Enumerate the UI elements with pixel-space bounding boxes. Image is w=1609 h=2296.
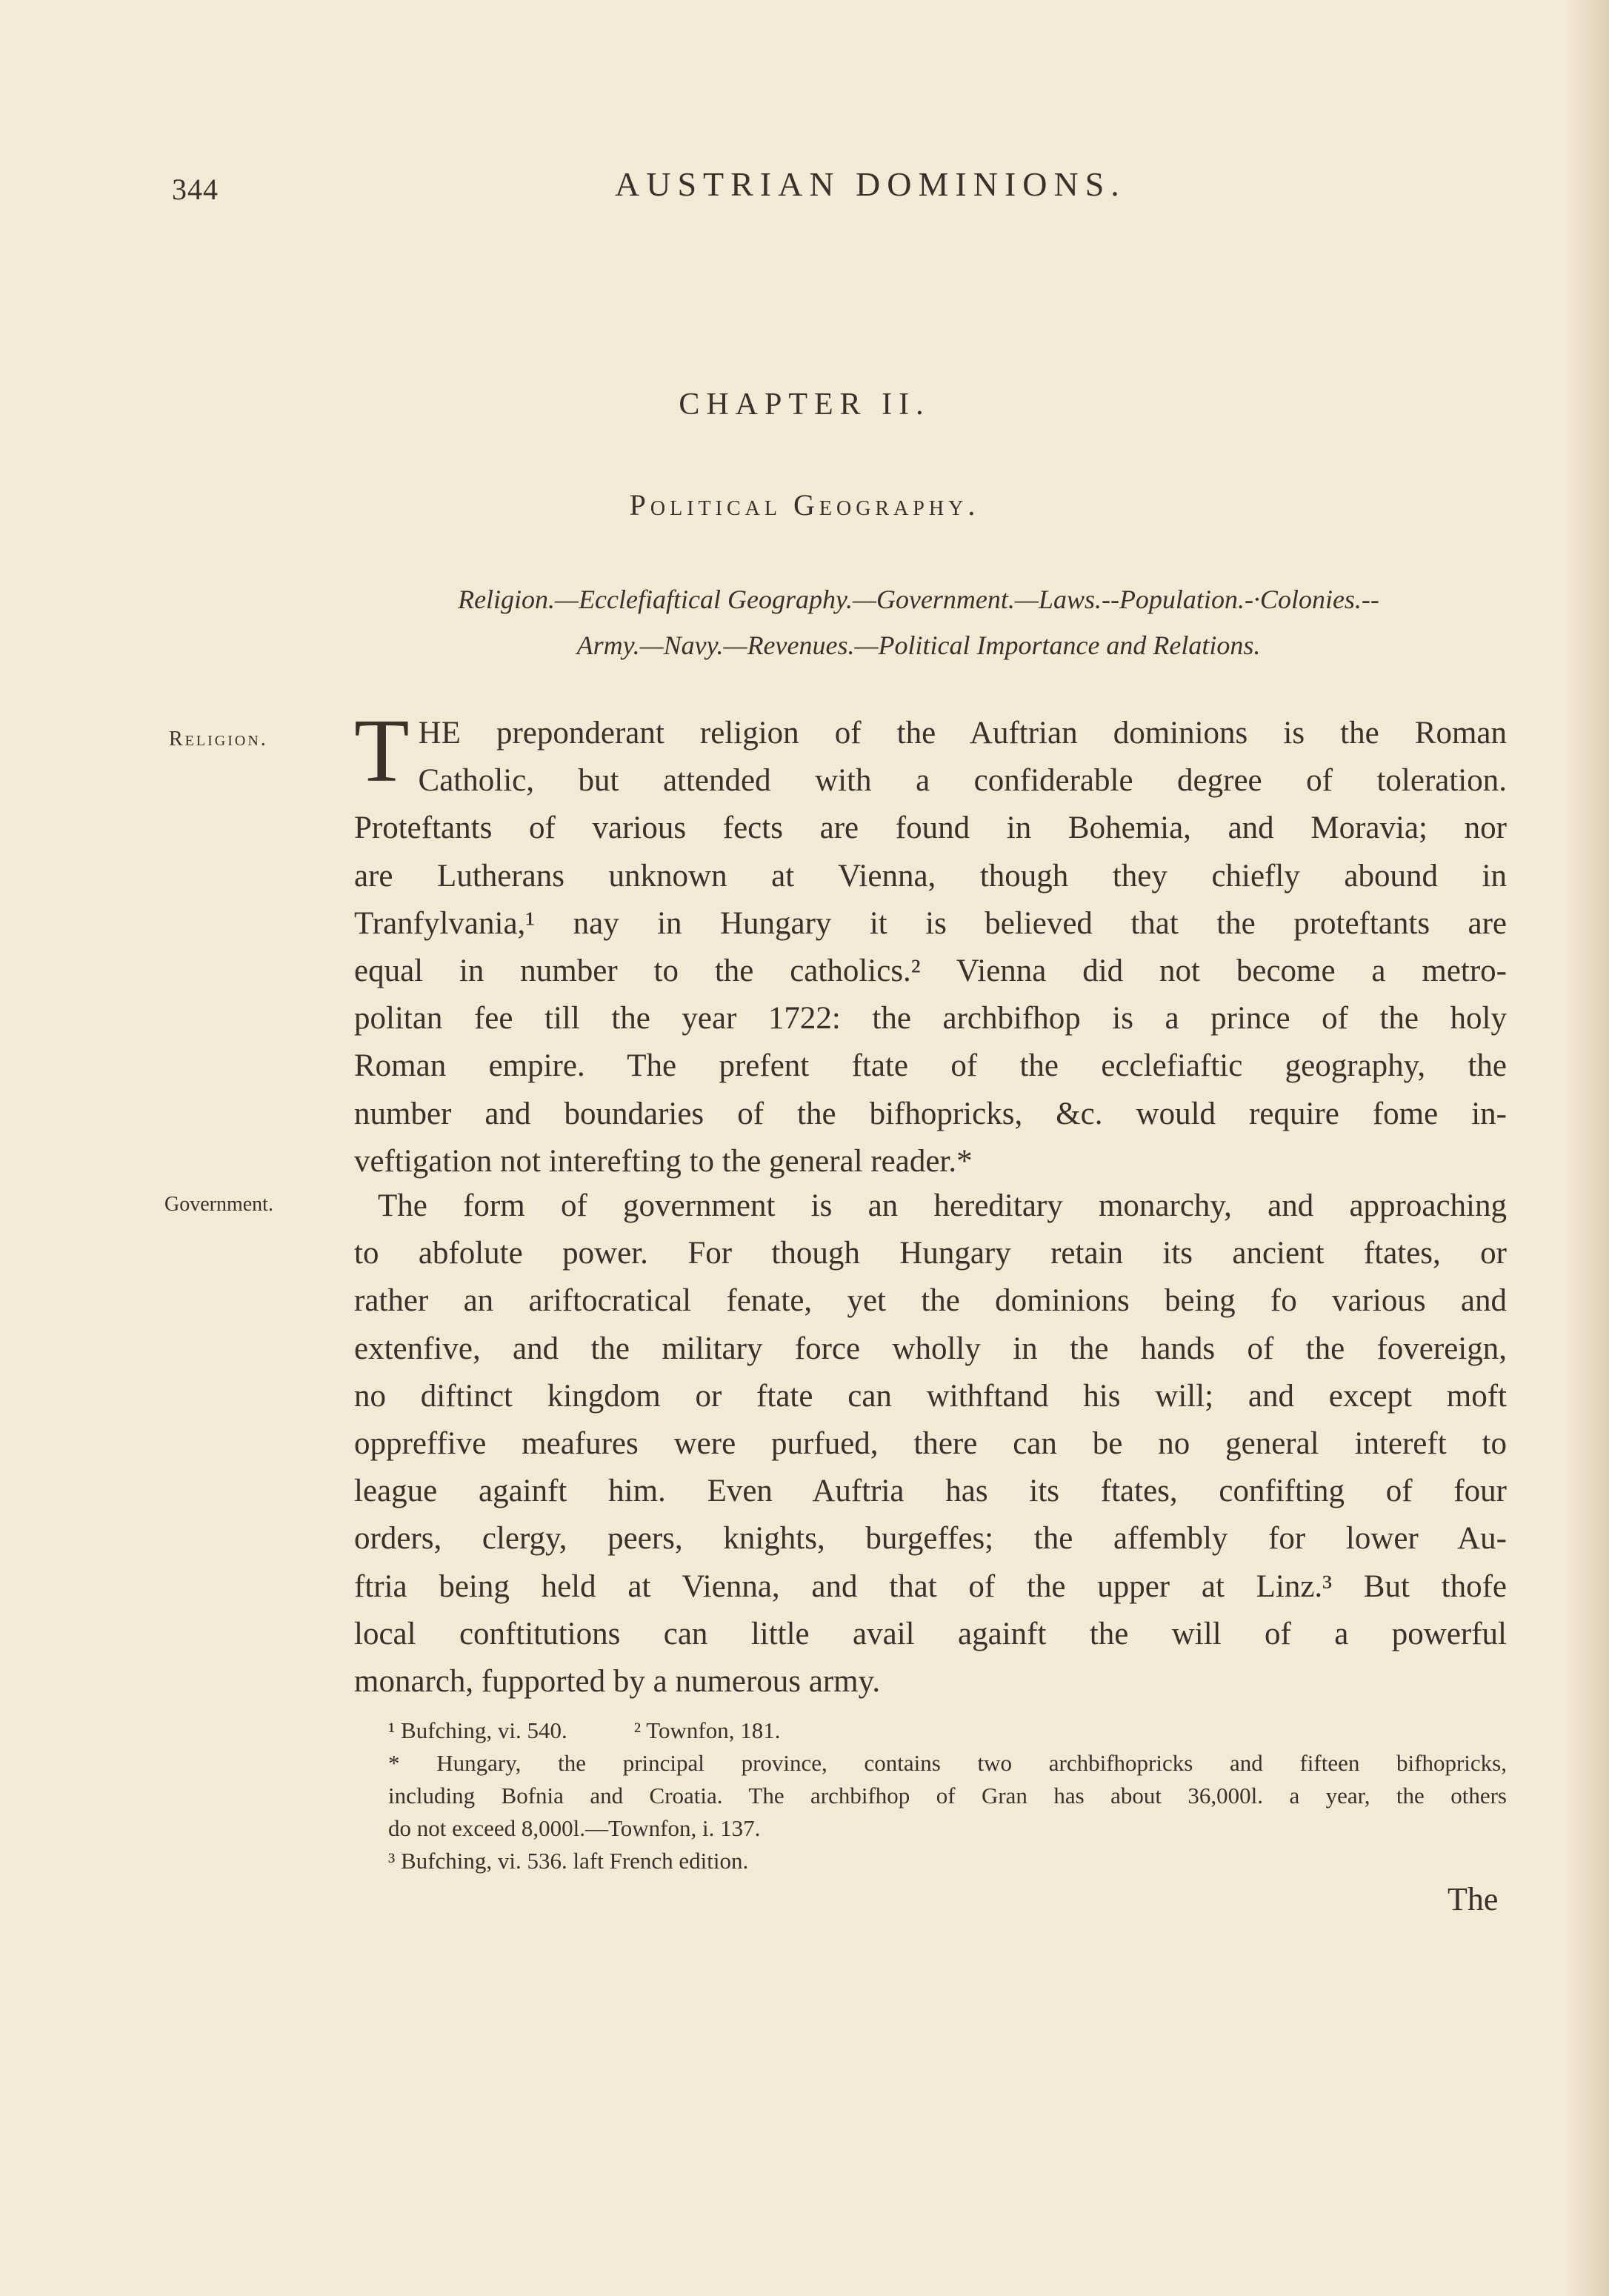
text-line: Catholic, but attended with a confiderable degree of toleration. xyxy=(418,763,1507,799)
footnote-1: ¹ Bufching, vi. 540. xyxy=(388,1717,567,1743)
text-line: no diftinct kingdom or ftate can withftand his will; and except moft xyxy=(354,1378,1507,1414)
footnote-star-line: including Bofnia and Croatia. The archbifhop of Gran has about 36,000l. a year, the others xyxy=(388,1783,1507,1808)
running-title: AUSTRIAN DOMINIONS. xyxy=(615,165,1126,203)
chapter-contents xyxy=(326,576,1511,668)
text-line: Proteftants of various fects are found in Bohemia, and Moravia; nor xyxy=(354,811,1507,846)
margin-note-government: Government. xyxy=(164,1193,273,1216)
text-line: monarch, fupported by a numerous army. xyxy=(354,1664,881,1700)
text-line: veftigation not interefting to the general reader.* xyxy=(354,1143,973,1179)
chapter-number: CHAPTER II. xyxy=(679,387,930,422)
text-line: extenfive, and the military force wholly in the hands of the fovereign, xyxy=(354,1331,1507,1366)
text-line: orders, clergy, peers, knights, burgeffes; the affembly for lower Au- xyxy=(354,1521,1507,1557)
text-line: local conftitutions can little avail againft the will of a powerful xyxy=(354,1616,1507,1651)
footnote-star-line: do not exceed 8,000l.—Townfon, i. 137. xyxy=(388,1815,761,1841)
text-line: equal in number to the catholics.² Vienna did not become a metro- xyxy=(354,954,1507,989)
catchword: The xyxy=(1448,1881,1499,1917)
text-line: HE preponderant religion of the Auftrian dominions is the Roman xyxy=(418,716,1507,751)
margin-note-religion: Religion. xyxy=(169,728,268,751)
footnote-2: ² Townfon, 181. xyxy=(633,1717,781,1743)
text-line: The form of government is an hereditary monarchy, and approaching xyxy=(378,1188,1507,1223)
paragraph-religion xyxy=(354,701,1507,1185)
text-line: number and boundaries of the bifhopricks, &c. would require fome in- xyxy=(354,1096,1507,1131)
contents-line: Religion.—Ecclefiaftical Geography.—Government.—Laws.--Population.-·Colonies.-- xyxy=(458,585,1379,614)
footnote-3: ³ Bufching, vi. 536. laft French edition. xyxy=(388,1848,749,1874)
section-title: Political Geography. xyxy=(629,488,980,522)
page-edge-shadow xyxy=(1565,0,1609,2296)
text-line: to abfolute power. For though Hungary retain its ancient ftates, or xyxy=(354,1236,1507,1271)
drop-cap: T xyxy=(354,701,410,801)
text-line: oppreffive meafures were purfued, there can be no general intereft to xyxy=(354,1426,1507,1462)
text-line: ftria being held at Vienna, and that of the upper at Linz.³ But thofe xyxy=(354,1568,1507,1604)
text-line: rather an ariftocratical fenate, yet the dominions being fo various and xyxy=(354,1283,1507,1319)
text-line: league againft him. Even Auftria has its ftates, confifting of four xyxy=(354,1474,1507,1509)
paragraph-government xyxy=(354,1182,1507,1706)
contents-line: Army.—Navy.—Revenues.—Political Importance and Relations. xyxy=(576,630,1261,660)
footnote-row xyxy=(388,1714,1507,1747)
footnote-star-line: * Hungary, the principal province, contains two archbifhopricks and fifteen bifhopricks, xyxy=(388,1750,1507,1776)
text-line: are Lutherans unknown at Vienna, though they chiefly abound in xyxy=(354,858,1507,894)
text-line: Tranfylvania,¹ nay in Hungary it is believed that the proteftants are xyxy=(354,905,1507,941)
page-number: 344 xyxy=(172,173,219,206)
footnotes xyxy=(388,1714,1507,1877)
text-line: Roman empire. The prefent ftate of the ecclefiaftic geography, the xyxy=(354,1048,1507,1084)
text-line: politan fee till the year 1722: the archbifhop is a prince of the holy xyxy=(354,1001,1507,1036)
